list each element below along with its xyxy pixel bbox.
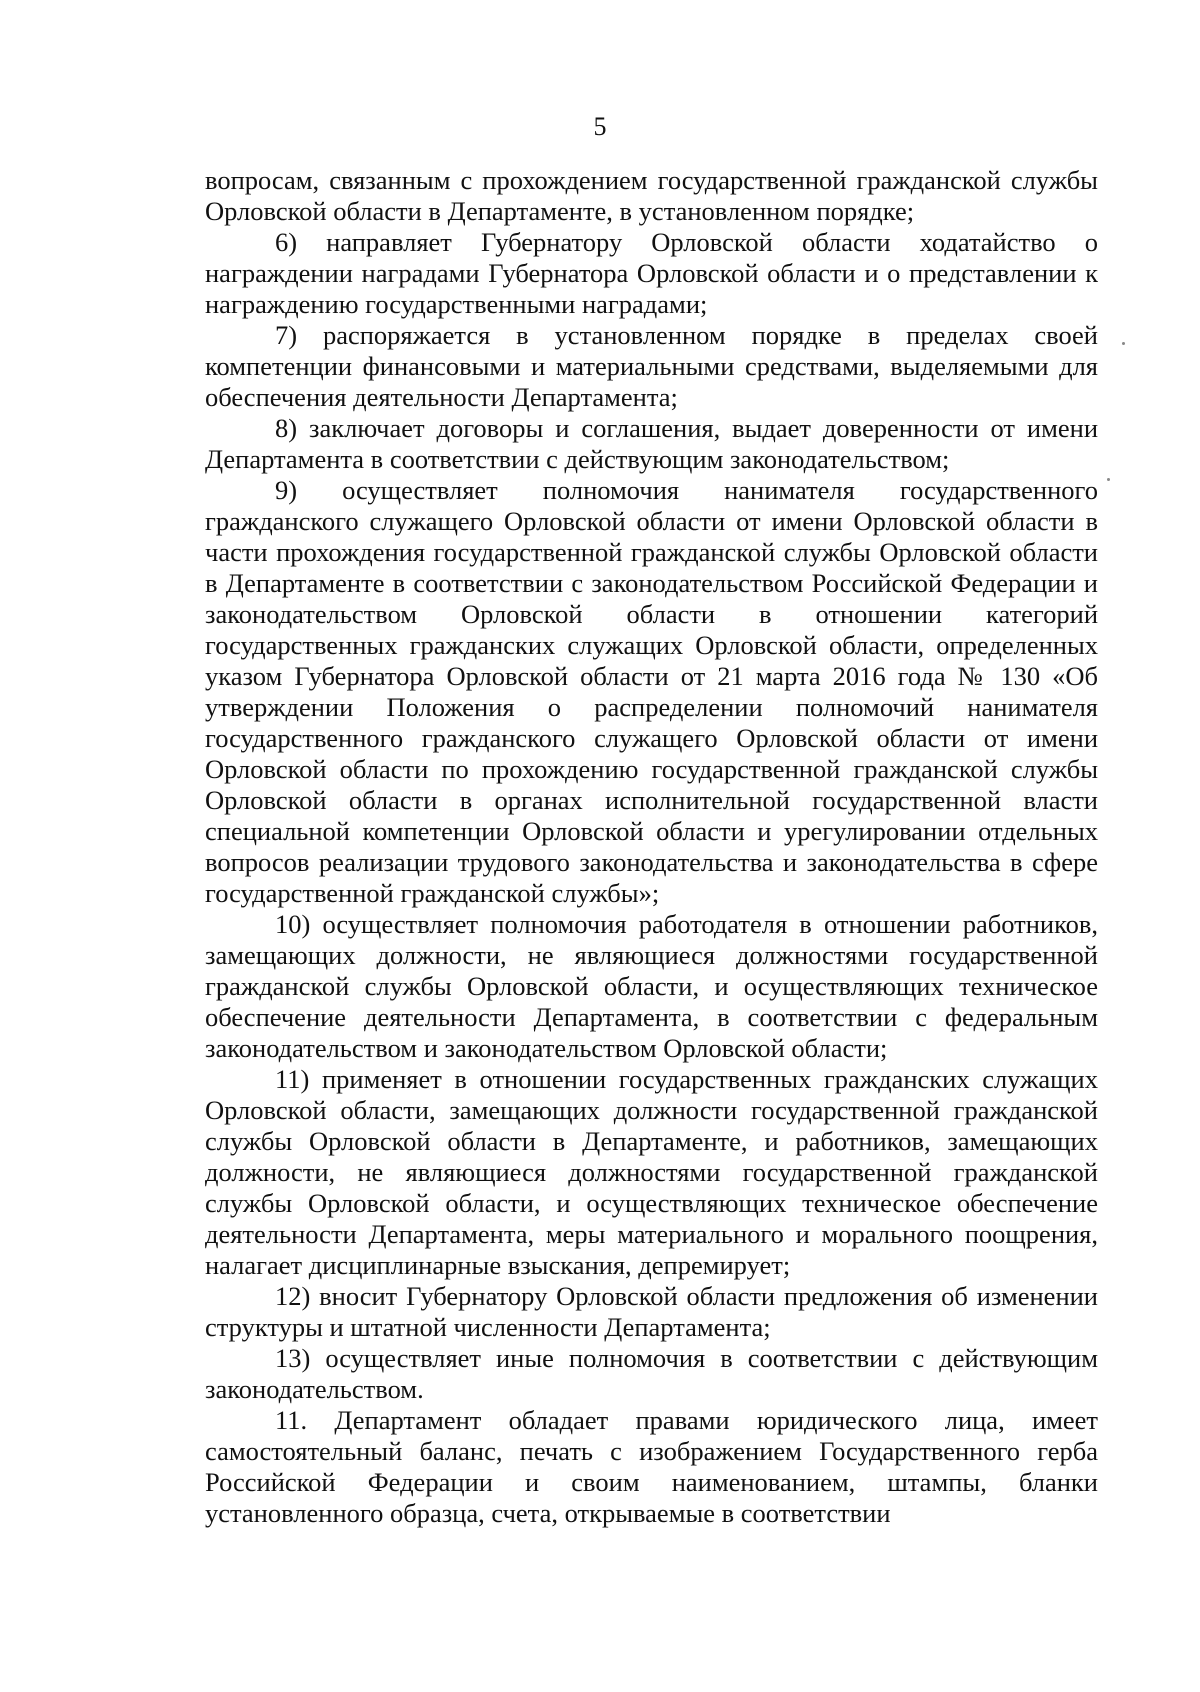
page-number: 5 — [593, 112, 607, 141]
paragraph-item-9: 9) осуществляет полномочия нанимателя государственного гражданского служащего Орловской области от имени Орловской области в части прохождения государственной гражданской службы Орловской области в Департаменте в соответствии с законодательством Российской Федерации и законодательством Орловской области в отношении категорий государственных гражданских служащих Орловской области, определенных указом Губернатора Орловской области от 21 марта 2016 года № 130 «Об утверждении Положения о распределении полномочий нанимателя государственного гражданского служащего Орловской области от имени Орловской области по прохождению государственной гражданской службы Орловской области в органах исполнительной государственной власти специальной компетенции Орловской области и урегулировании отдельных вопросов реализации трудового законодательства и законодательства в сфере государственной гражданской службы»; — [205, 475, 1098, 908]
paragraph-continuation: вопросам, связанным с прохождением государственной гражданской службы Орловской области в Департаменте, в установленном порядке; — [205, 165, 1098, 226]
document-body — [205, 165, 1098, 1529]
paragraph-item-8: 8) заключает договоры и соглашения, выдает доверенности от имени Департамента в соответствии с действующим законодательством; — [205, 413, 1098, 474]
scan-speck — [1122, 342, 1125, 345]
paragraph-item-12: 12) вносит Губернатору Орловской области предложения об изменении структуры и штатной численности Департамента; — [205, 1281, 1098, 1342]
paragraph-item-6: 6) направляет Губернатору Орловской области ходатайство о награждении наградами Губернатора Орловской области и о представлении к награждению государственными наградами; — [205, 227, 1098, 319]
scan-speck — [1107, 478, 1110, 481]
paragraph-item-13: 13) осуществляет иные полномочия в соответствии с действующим законодательством. — [205, 1343, 1098, 1404]
paragraph-item-10: 10) осуществляет полномочия работодателя в отношении работников, замещающих должности, не являющиеся должностями государственной гражданской службы Орловской области, и осуществляющих техническое обеспечение деятельности Департамента, в соответствии с федеральным законодательством и законодательством Орловской области; — [205, 909, 1098, 1063]
paragraph-item-11: 11) применяет в отношении государственных гражданских служащих Орловской области, замещающих должности государственной гражданской службы Орловской области в Департаменте, и работников, замещающих должности, не являющиеся должностями государственной гражданской службы Орловской области, и осуществляющих техническое обеспечение деятельности Департамента, меры материального и морального поощрения, налагает дисциплинарные взыскания, депремирует; — [205, 1064, 1098, 1280]
paragraph-section-11: 11. Департамент обладает правами юридического лица, имеет самостоятельный баланс, печать с изображением Государственного герба Российской Федерации и своим наименованием, штампы, бланки установленного образца, счета, открываемые в соответствии — [205, 1405, 1098, 1528]
paragraph-item-7: 7) распоряжается в установленном порядке в пределах своей компетенции финансовыми и материальными средствами, выделяемыми для обеспечения деятельности Департамента; — [205, 320, 1098, 412]
